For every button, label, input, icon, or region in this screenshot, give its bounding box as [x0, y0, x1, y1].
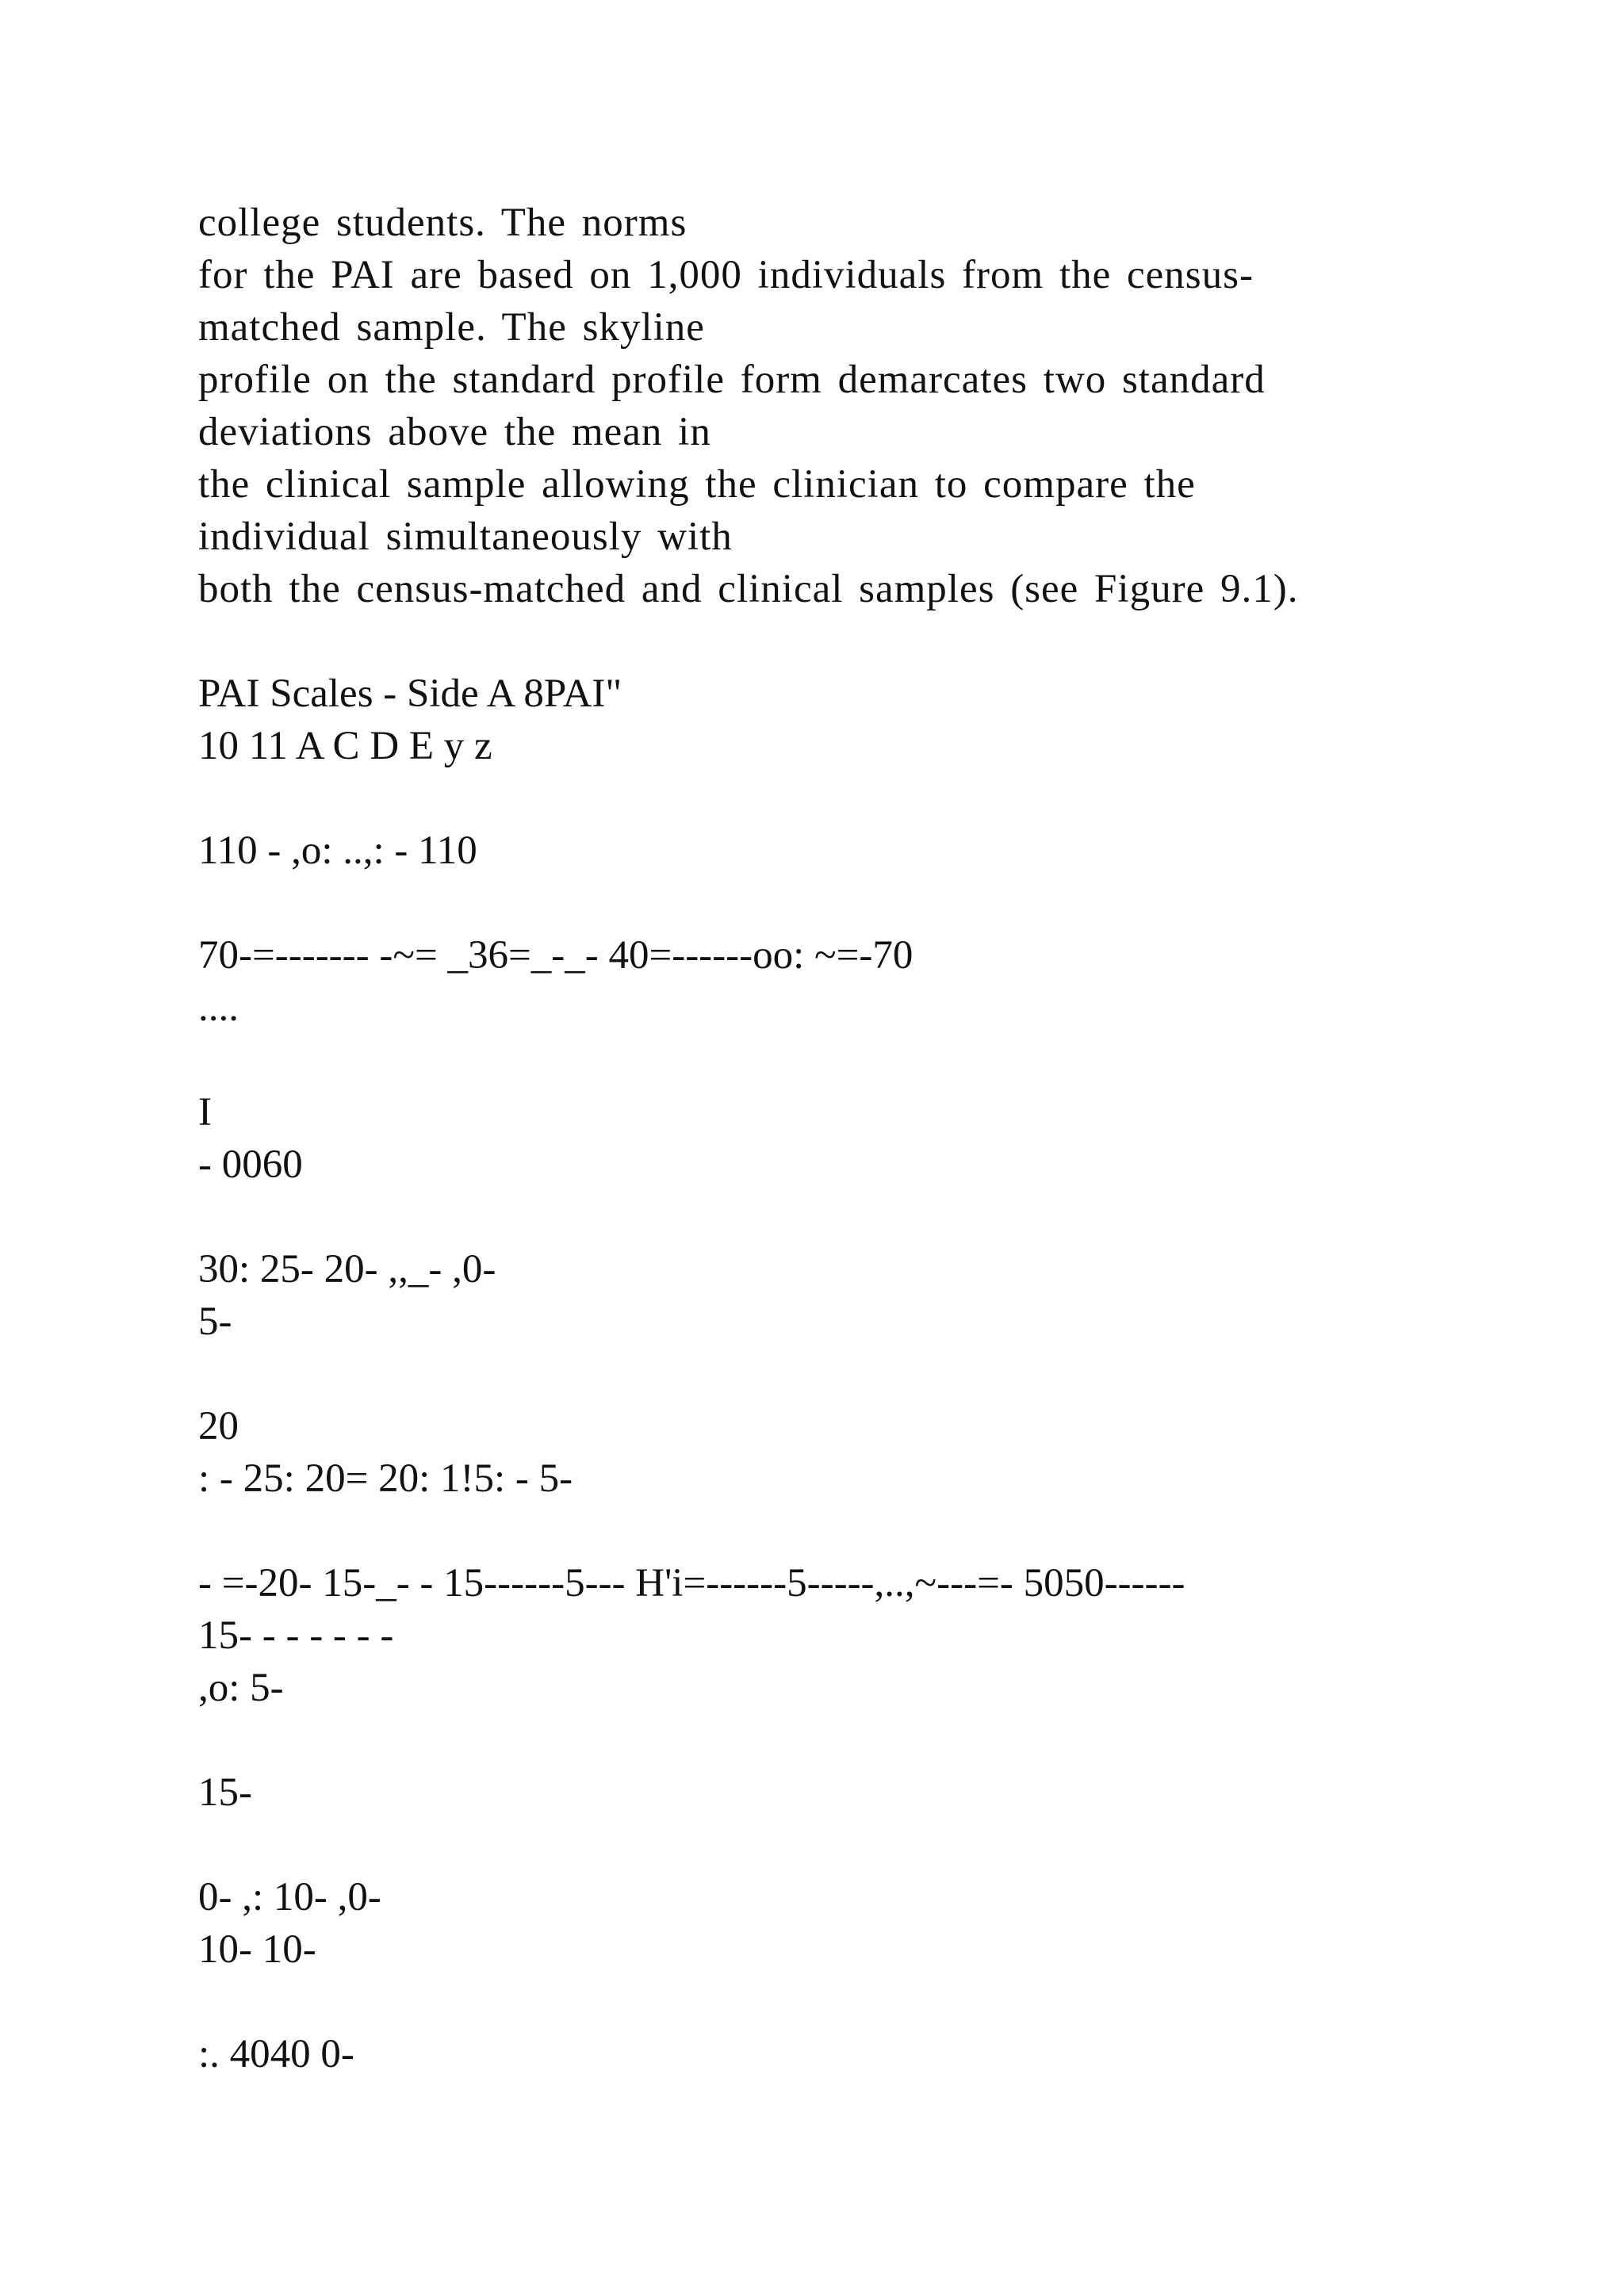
figure-text-line: : - 25: 20= 20: 1!5: - 5-: [198, 1456, 573, 1501]
figure-text-line: 30: 25- 20- ,,_- ,0-: [198, 1247, 496, 1292]
paragraph-line: both the census-matched and clinical samples (see Figure 9.1).: [198, 567, 1299, 611]
figure-text-line: 5-: [198, 1299, 232, 1344]
figure-title-line: PAI Scales - Side A 8PAI": [198, 672, 622, 716]
figure-text-line: 15- - - - - - -: [198, 1613, 394, 1658]
figure-text-line: 0- ,: 10- ,0-: [198, 1875, 381, 1919]
paragraph-line: the clinical sample allowing the clinician to compare the: [198, 462, 1196, 507]
figure-text-line: ,o: 5-: [198, 1666, 284, 1710]
figure-text-line: 110 - ,o: ..,: - 110: [198, 828, 477, 873]
figure-text-line: 20: [198, 1404, 239, 1448]
paragraph-line: deviations above the mean in: [198, 410, 711, 454]
figure-text-line: 15-: [198, 1770, 252, 1815]
figure-text-line: 10 11 A C D E y z: [198, 724, 492, 768]
figure-text-line: - =-20- 15-_- - 15------5--- H'i=------5-----,..,~---=- 5050------: [198, 1561, 1185, 1605]
figure-text-line: 10- 10-: [198, 1927, 316, 1972]
paragraph-line: profile on the standard profile form demarcates two standard: [198, 358, 1266, 402]
paragraph-line: for the PAI are based on 1,000 individuals from the census-: [198, 253, 1254, 297]
paragraph-line: college students. The norms: [198, 201, 688, 245]
paragraph-line: matched sample. The skyline: [198, 305, 705, 350]
figure-text-line: ....: [198, 985, 239, 1030]
figure-text-line: I: [198, 1090, 212, 1135]
figure-text-line: - 0060: [198, 1142, 303, 1187]
figure-text-line: 70-=------- -~= _36=_-_- 40=------oo: ~=-70: [198, 933, 914, 978]
figure-text-line: :. 4040 0-: [198, 2032, 354, 2076]
paragraph-line: individual simultaneously with: [198, 515, 733, 559]
